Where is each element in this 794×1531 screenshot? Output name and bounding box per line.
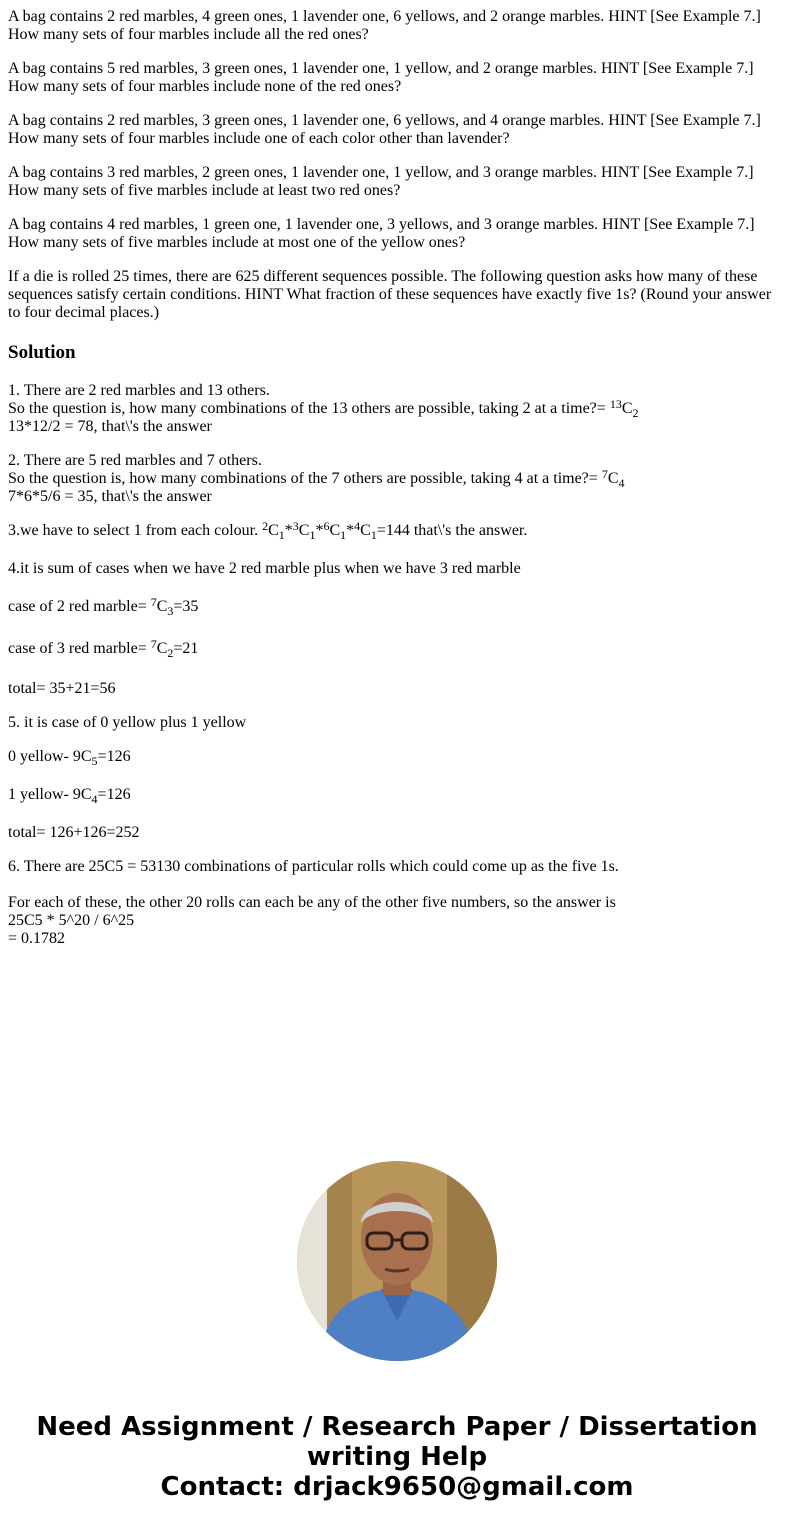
- combination-k: 1: [278, 528, 285, 542]
- solution-4-total: total= 35+21=56: [8, 680, 116, 697]
- solution-line: case of 2 red marble=: [8, 598, 151, 615]
- promo-banner: [0, 1412, 794, 1502]
- solution-3: [8, 519, 786, 542]
- promo-line: writing Help: [306, 1442, 488, 1472]
- solution-line: case of 3 red marble=: [8, 640, 151, 657]
- solution-5-intro: 5. it is case of 0 yellow plus 1 yellow: [8, 714, 247, 731]
- combination-symbol: C: [360, 522, 371, 539]
- combination-symbol: C: [621, 400, 633, 417]
- solution-5-total: total= 126+126=252: [8, 824, 140, 841]
- solution-value: = 0.1782: [8, 930, 66, 947]
- combination-k: 4: [91, 792, 98, 806]
- document-body: [0, 8, 794, 948]
- question-text: A bag contains 3 red marbles, 2 green ones, 1 lavender one, 1 yellow, and 3 orange marbles. HINT [See Example 7.]: [8, 164, 754, 181]
- combination-k: 5: [91, 754, 98, 768]
- question-text: A bag contains 5 red marbles, 3 green ones, 1 lavender one, 1 yellow, and 2 orange marbles. HINT [See Example 7.]: [8, 60, 754, 77]
- solution-line: 1. There are 2 red marbles and 13 others.: [8, 382, 270, 399]
- question-prompt: How many sets of four marbles include one of each color other than lavender?: [8, 130, 510, 147]
- question-text: A bag contains 4 red marbles, 1 green one, 1 lavender one, 3 yellows, and 3 orange marbles. HINT [See Example 7.]: [8, 216, 755, 233]
- combination-k: 1: [340, 528, 347, 542]
- solution-line: 3.we have to select 1 from each colour.: [8, 522, 263, 539]
- combination-n: 2: [262, 519, 269, 533]
- solution-4-case-3: [8, 637, 786, 660]
- solution-value: =126: [97, 748, 131, 765]
- solution-value: =21: [173, 640, 199, 657]
- combination-n: 7: [150, 595, 157, 609]
- solution-5-yellow-0: [8, 748, 786, 766]
- combination-n: 7: [601, 467, 608, 481]
- question-1: [8, 8, 786, 44]
- combination-k: 1: [370, 528, 377, 542]
- solution-line: 7*6*5/6 = 35, that\'s the answer: [8, 488, 212, 505]
- combination-k: 1: [309, 528, 316, 542]
- solution-line: 1 yellow- 9C: [8, 786, 92, 803]
- combination-n: 6: [323, 519, 330, 533]
- question-5: [8, 216, 786, 252]
- combination-k: 3: [167, 604, 174, 618]
- combination-k: 2: [632, 406, 639, 420]
- question-prompt: How many sets of five marbles include at most one of the yellow ones?: [8, 234, 466, 251]
- question-text: If a die is rolled 25 times, there are 625 different sequences possible. The following question asks how many of these sequences satisfy certain conditions. HINT What fraction of these sequences have exactly five 1s? (Round your answer to four decimal places.): [8, 268, 772, 321]
- promo-contact: Contact: drjack9650@gmail.com: [160, 1472, 634, 1502]
- promo-line: Need Assignment / Research Paper / Dissertation: [36, 1412, 758, 1442]
- solution-value: =126: [97, 786, 131, 803]
- question-text: A bag contains 2 red marbles, 3 green ones, 1 lavender one, 6 yellows, and 4 orange marbles. HINT [See Example 7.]: [8, 112, 761, 129]
- combination-n: 3: [292, 519, 299, 533]
- solution-line: So the question is, how many combinations of the 7 others are possible, taking 4 at a time?=: [8, 470, 602, 487]
- solution-2: [8, 452, 786, 506]
- multiply-operator: *: [346, 522, 355, 539]
- question-4: [8, 164, 786, 200]
- solution-value: =35: [173, 598, 199, 615]
- combination-symbol: C: [268, 522, 279, 539]
- solution-1: [8, 382, 786, 436]
- combination-n: 7: [150, 637, 157, 651]
- solution-5-yellow-1: [8, 786, 786, 804]
- combination-symbol: C: [329, 522, 341, 539]
- solution-6-answer: [8, 894, 786, 948]
- multiply-operator: *: [315, 522, 324, 539]
- solution-line: 0 yellow- 9C: [8, 748, 92, 765]
- question-6: [8, 268, 786, 322]
- combination-symbol: C: [298, 522, 310, 539]
- tutor-photo-icon: [297, 1161, 497, 1361]
- combination-symbol: C: [607, 470, 619, 487]
- multiply-operator: *: [284, 522, 293, 539]
- question-2: [8, 60, 786, 96]
- question-3: [8, 112, 786, 148]
- solution-6-intro: 6. There are 25C5 = 53130 combinations of particular rolls which could come up as the five 1s.: [8, 858, 619, 875]
- question-prompt: How many sets of four marbles include all the red ones?: [8, 26, 369, 43]
- solution-line: 2. There are 5 red marbles and 7 others.: [8, 452, 262, 469]
- combination-symbol: C: [156, 598, 168, 615]
- question-prompt: How many sets of five marbles include at least two red ones?: [8, 182, 401, 199]
- combination-k: 4: [618, 476, 625, 490]
- solution-line: 25C5 * 5^20 / 6^25: [8, 912, 135, 929]
- solution-line: So the question is, how many combinations of the 13 others are possible, taking 2 at a time?=: [8, 400, 610, 417]
- combination-k: 2: [167, 646, 174, 660]
- question-list: [8, 8, 786, 322]
- solution-4-intro: 4.it is sum of cases when we have 2 red marble plus when we have 3 red marble: [8, 560, 521, 577]
- tutor-avatar: [297, 1161, 497, 1361]
- combination-symbol: C: [156, 640, 168, 657]
- question-prompt: How many sets of four marbles include none of the red ones?: [8, 78, 402, 95]
- solution-line: =144 that\'s the answer.: [376, 522, 528, 539]
- solution-line: 13*12/2 = 78, that\'s the answer: [8, 418, 212, 435]
- combination-n: 13: [609, 397, 622, 411]
- solution-line: For each of these, the other 20 rolls can each be any of the other five numbers, so the answer is: [8, 894, 616, 911]
- solution-4-case-2: [8, 595, 786, 618]
- question-text: A bag contains 2 red marbles, 4 green ones, 1 lavender one, 6 yellows, and 2 orange marbles. HINT [See Example 7.]: [8, 8, 761, 25]
- solution-heading: Solution: [8, 342, 76, 363]
- combination-n: 4: [354, 519, 361, 533]
